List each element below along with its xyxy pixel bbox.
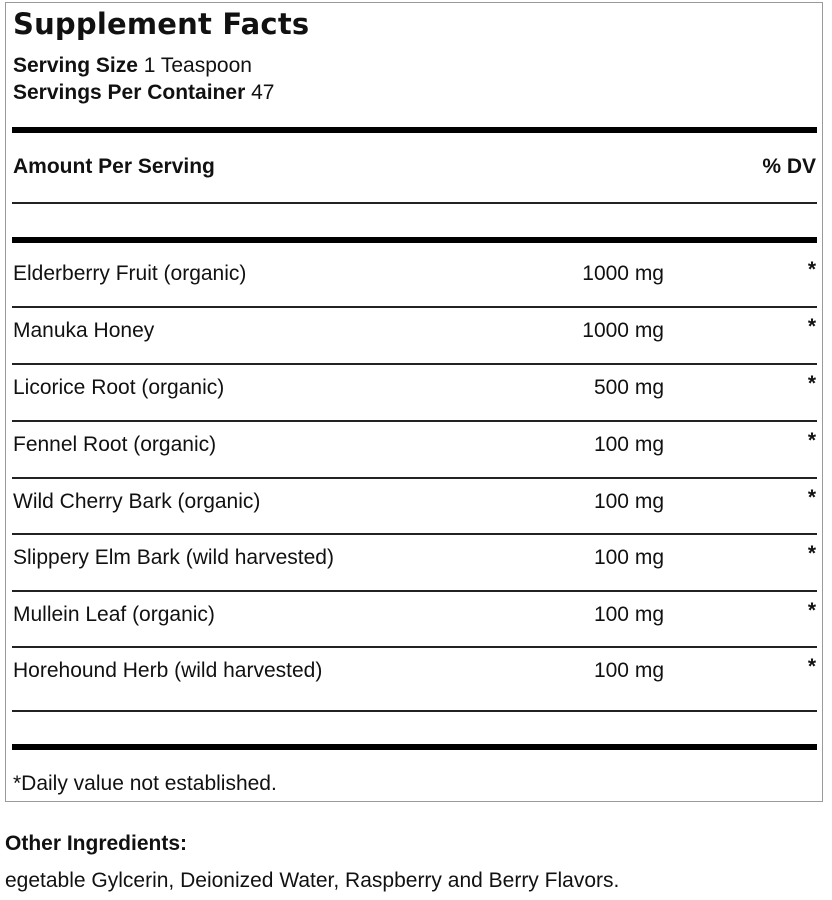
ingredient-name: Fennel Root (organic) [13, 433, 217, 456]
ingredient-row [6, 421, 822, 477]
supplement-facts-panel [5, 2, 823, 802]
ingredient-dv: * [807, 542, 816, 565]
ingredient-amount: 1000 mg [582, 262, 664, 285]
ingredient-dv: * [807, 315, 816, 338]
ingredient-row [6, 534, 822, 590]
ingredient-row [6, 307, 822, 363]
ingredient-amount: 100 mg [593, 603, 664, 626]
servings-per-container [13, 81, 274, 105]
ingredient-dv: * [807, 372, 816, 395]
ingredient-amount: 100 mg [593, 433, 664, 456]
amount-per-serving-header: Amount Per Serving [13, 155, 215, 178]
ingredient-row [6, 591, 822, 647]
ingredient-dv: * [807, 258, 816, 281]
ingredient-row [6, 647, 822, 703]
divider-thick [12, 744, 817, 750]
serving-size-label: Serving Size [13, 54, 138, 77]
ingredient-name: Licorice Root (organic) [13, 376, 225, 399]
ingredient-row [6, 478, 822, 534]
ingredient-dv: * [807, 599, 816, 622]
ingredient-name: Horehound Herb (wild harvested) [13, 659, 323, 682]
other-ingredients-text: egetable Gylcerin, Deionized Water, Raspberry and Berry Flavors. [5, 869, 620, 892]
ingredient-name: Wild Cherry Bark (organic) [13, 490, 261, 513]
ingredient-dv: * [807, 655, 816, 678]
ingredient-dv: * [807, 429, 816, 452]
servings-per-container-label: Servings Per Container [13, 81, 246, 104]
divider-thin [12, 202, 817, 204]
ingredient-name: Elderberry Fruit (organic) [13, 262, 247, 285]
servings-per-container-value: 47 [251, 81, 275, 104]
ingredient-dv: * [807, 486, 816, 509]
ingredient-row [6, 364, 822, 420]
serving-size [13, 54, 252, 78]
ingredient-amount: 500 mg [593, 376, 664, 399]
percent-dv-header: % DV [762, 155, 816, 178]
serving-size-value: 1 Teaspoon [143, 54, 252, 77]
ingredient-amount: 100 mg [593, 490, 664, 513]
divider-thick [12, 237, 817, 243]
other-ingredients-heading: Other Ingredients: [5, 832, 188, 855]
panel-title: Supplement Facts [13, 7, 310, 41]
ingredient-name: Slippery Elm Bark (wild harvested) [13, 546, 334, 569]
daily-value-footnote: *Daily value not established. [13, 772, 277, 795]
ingredient-name: Manuka Honey [13, 319, 155, 342]
ingredient-name: Mullein Leaf (organic) [13, 603, 215, 626]
divider-thin [12, 710, 817, 712]
ingredient-amount: 1000 mg [582, 319, 664, 342]
ingredient-row [6, 250, 822, 306]
ingredient-amount: 100 mg [593, 659, 664, 682]
divider-thick [12, 127, 817, 133]
ingredient-amount: 100 mg [593, 546, 664, 569]
